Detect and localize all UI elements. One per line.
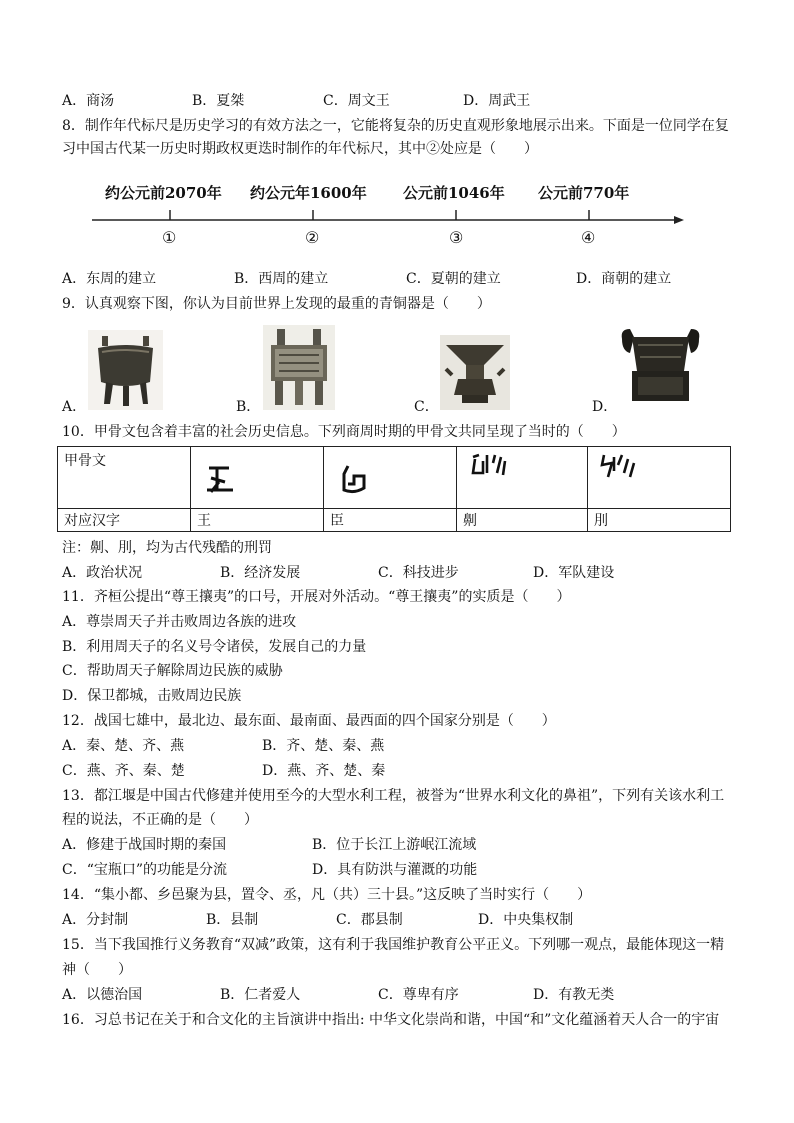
q15-stem-line1: 15．当下我国推行义务教育“双减”政策，这有利于我国维护教育公平正义。下列哪一观点，最能体现这一精 (62, 937, 725, 953)
q14-option-b: B．县制 (206, 912, 259, 928)
q13-stem-line2: 程的说法，不正确的是（ ） (62, 812, 258, 828)
q8-option-c: C．夏朝的建立 (406, 271, 501, 287)
q8-option-b: B．西周的建立 (234, 271, 329, 287)
q15-option-a: A．以德治国 (62, 987, 143, 1003)
timeline-label-2: 约公元年1600年 (250, 184, 367, 202)
oracle-char-yue: 刖 (588, 509, 731, 532)
q10-note: 注：劓、刖，均为古代残酷的刑罚 (62, 540, 272, 556)
q13-option-c: C．“宝瓶口”的功能是分流 (62, 862, 228, 878)
bronze-vessel-c-image (440, 335, 510, 410)
q8-option-a: A．东周的建立 (62, 271, 157, 287)
q10-option-c: C．科技进步 (378, 565, 459, 581)
timeline-marker-2: ② (305, 228, 320, 247)
q9-option-c: C． (414, 399, 439, 415)
timeline-marker-4: ④ (581, 228, 596, 247)
q9-stem: 9．认真观察下图，你认为目前世界上发现的最重的青铜器是（ ） (62, 296, 491, 312)
q13-stem-line1: 13．都江堰是中国古代修建并使用至今的大型水利工程，被誉为“世界水利文化的鼻祖”，下列有关该水利工 (62, 788, 725, 804)
q9-option-d: D． (592, 399, 618, 415)
timeline-label-4: 公元前770年 (538, 184, 630, 202)
q7-option-a: A．商汤 (62, 93, 115, 109)
q11-option-c: C．帮助周天子解除周边民族的威胁 (62, 663, 283, 679)
q12-option-b: B．齐、楚、秦、燕 (262, 738, 385, 754)
q9-option-a: A． (62, 399, 87, 415)
oracle-glyph-yi (457, 447, 588, 509)
q9-option-b: B． (236, 399, 261, 415)
q8-option-d: D．商朝的建立 (576, 271, 672, 287)
q12-option-d: D．燕、齐、楚、秦 (262, 763, 386, 779)
oracle-glyph-yue (588, 447, 731, 509)
q12-option-c: C．燕、齐、秦、楚 (62, 763, 185, 779)
q13-option-b: B．位于长江上游岷江流域 (312, 837, 477, 853)
q8-stem-line1: 8．制作年代标尺是历史学习的有效方法之一，它能将复杂的历史直观形象地展示出来。下面是一位同学在复 (62, 118, 729, 134)
q14-stem: 14．“集小都、乡邑聚为县，置令、丞，凡（共）三十县。”这反映了当时实行（ ） (62, 887, 592, 903)
q13-option-a: A．修建于战国时期的秦国 (62, 837, 227, 853)
q12-option-a: A．秦、楚、齐、燕 (62, 738, 185, 754)
q11-stem: 11．齐桓公提出“尊王攘夷”的口号，开展对外活动。“尊王攘夷”的实质是（ ） (62, 589, 571, 605)
oracle-row2-header: 对应汉字 (58, 509, 191, 532)
oracle-glyph-chen (324, 447, 457, 509)
q15-option-d: D．有教无类 (533, 987, 615, 1003)
bronze-vessel-b-image (263, 325, 335, 410)
timeline-axis (0, 0, 794, 260)
timeline-marker-1: ① (162, 228, 177, 247)
q10-option-b: B．经济发展 (220, 565, 301, 581)
q14-option-c: C．郡县制 (336, 912, 403, 928)
q15-stem-line2: 神（ ） (62, 962, 132, 978)
oracle-row-header: 甲骨文 (58, 447, 191, 509)
q8-stem-line2: 习中国古代某一历史时期政权更迭时制作的年代标尺，其中②处应是（ ） (62, 141, 538, 157)
q16-stem-line1: 16．习总书记在关于和合文化的主旨演讲中指出: 中华文化崇尚和谐，中国“和”文化蕴涵着天人合一的宇宙 (62, 1012, 720, 1028)
timeline-label-1: 约公元前2070年 (105, 184, 222, 202)
oracle-char-yi: 劓 (457, 509, 588, 532)
timeline-marker-3: ③ (449, 228, 464, 247)
oracle-bone-table (57, 446, 731, 532)
q14-option-a: A．分封制 (62, 912, 129, 928)
bronze-vessel-a-image (88, 330, 163, 410)
timeline-label-3: 公元前1046年 (403, 184, 505, 202)
q15-option-b: B．仁者爱人 (220, 987, 301, 1003)
q7-option-b: B．夏桀 (192, 93, 245, 109)
q10-option-d: D．军队建设 (533, 565, 615, 581)
q10-stem: 10．甲骨文包含着丰富的社会历史信息。下列商周时期的甲骨文共同呈现了当时的（ ） (62, 424, 626, 440)
q14-option-d: D．中央集权制 (478, 912, 574, 928)
q15-option-c: C．尊卑有序 (378, 987, 459, 1003)
q13-option-d: D．具有防洪与灌溉的功能 (312, 862, 478, 878)
oracle-char-wang: 王 (191, 509, 324, 532)
q10-option-a: A．政治状况 (62, 565, 143, 581)
q11-option-b: B．利用周天子的名义号令诸侯，发展自己的力量 (62, 639, 367, 655)
oracle-glyph-wang (191, 447, 324, 509)
oracle-char-chen: 臣 (324, 509, 457, 532)
bronze-vessel-d-image (618, 323, 703, 408)
q7-option-d: D．周武王 (463, 93, 531, 109)
q7-option-c: C．周文王 (323, 93, 390, 109)
q11-option-d: D．保卫都城，击败周边民族 (62, 688, 242, 704)
q11-option-a: A．尊崇周天子并击败周边各族的进攻 (62, 614, 297, 630)
q12-stem: 12．战国七雄中，最北边、最东面、最南面、最西面的四个国家分别是（ ） (62, 713, 556, 729)
